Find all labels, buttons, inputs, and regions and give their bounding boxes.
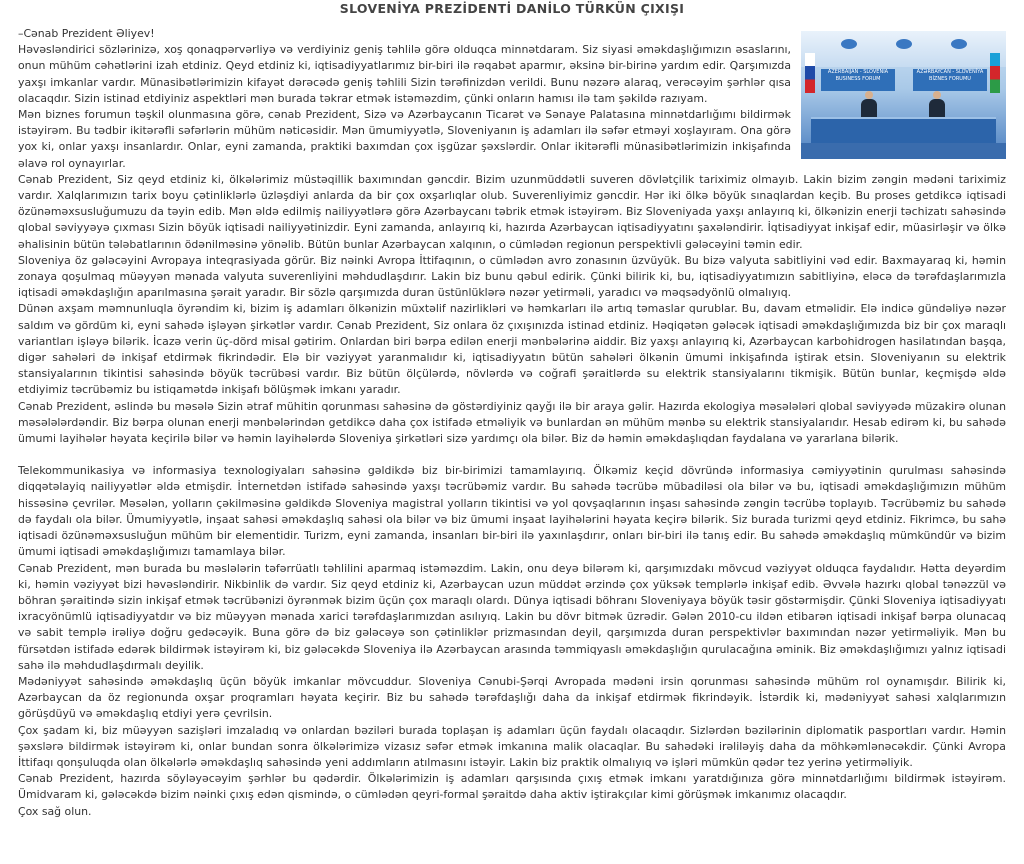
speaker-figure bbox=[929, 99, 945, 119]
paragraph: Dünən axşam məmnunluqla öyrəndim ki, bizim iş adamları ölkənizin müxtəlif nazirlikləri və həmkarları ilə artıq təmaslar qurublar. Bu, davam etməlidir. Elə indicə gündəliyə nəzər saldım və gördüm ki, eyni sahədə işləyən şirkətlər vardır. Cənab Prezident, Siz onlara öz çıxışınızda istinad etdiniz. Həqiqətən gələcək iqtisadi əməkdaşlığımızda biz bir çox maraqlı variantları işləyə bilərik. İcazə verin üç-dörd misal gətirim. Onlardan biri bərpa edilən enerji mənbələrinə aiddir. Biz yaxşı anlayırıq ki, Azərbaycan karbohidrogen hasilatından başqa, digər sahələri də inkişaf etdirmək fikrindədir. Elə bir vəziyyət yaranmalıdır ki, iqtisadiyyatın bütün sahələri ölkənin ümumi inkişafında iştirak etsin. Sloveniyanın su elektrik stansiyalarının tikintisi sahəsində böyük təcrübəsi vardır. Biz bütün ölçülərdə, növlərdə və coğrafi şəraitlərdə su elektrik stansiyalarını tikmişik. Bütün bunlar, keçmişdə əldə etdiyimiz təcrübəmiz bu istiqamətdə inkişafı bölüşmək imkanı yaradır. bbox=[18, 302, 1006, 397]
paragraph: Çox şadam ki, biz müəyyən sazişləri imzaladıq və onlardan bəziləri burada toplaşan iş adamları üçün faydalı olacaqdır. Sizlərdən bəzilərinin diplomatik pasportları vardır. Həmin şəxslərə bildirmək istəyirəm ki, onlar bundan sonra ölkələrimizə vizasız səfər etmək imkanına malik olacaqlar. Bu sahədəki irəliləyiş daha da möhkəmlənəcəkdir. Çünki Avropa İttifaqı qonşuluqda olan ölkələrlə əməkdaşlıq sahəsində yeni addımların atılmasını istəyir. Lakin biz praktik olmalıyıq və işləri mümkün qədər tez yerinə yetirməliyik. bbox=[18, 723, 1006, 769]
paragraph: Mədəniyyət sahəsində əməkdaşlıq üçün böyük imkanlar mövcuddur. Sloveniya Cənubi-Şərqi Avropada mədəni irsin qorunması sahəsində mühüm rol oynamışdır. Bilirik ki, Azərbaycan da öz regionunda oxşar proqramları həyata keçirir. Biz bu sahədə tərəfdaşlığı daha da inkişaf etdirmək fikrindəyik. İstərdik ki, mədəniyyət sahəsi xalqlarımızın görüşdüyü və əməkdaşlıq etdiyi yerə çevrilsin. bbox=[18, 674, 1006, 721]
forum-photo bbox=[801, 31, 1006, 159]
paragraph: Həvəsləndirici sözlərinizə, xoş qonaqpərvərliyə və verdiyiniz geniş təhlilə görə olduqca minnətdaram. Siz siyasi əməkdaşlığımızın əsaslarını, onun mühüm cəhətlərini izah etdiniz. Qeyd etdiniz ki, iqtisadiyyatlarımız bir-biri ilə rəqabət aparmır, əksinə bir-birinə yardım edir. Qarşımızda yaxşı imkanlar vardır. Münasibətlərimizin kifayət dərəcədə geniş təhlili Sizin tərəfinizdən verildi. Bunu nəzərə alaraq, verəcəyim şərhlər qısa olacaqdır. Sizin istinad etdiyiniz aspektləri mən burada təkrar etmək istəməzdim, çünki onların hamısı ilə tam şəkildə razıyam. bbox=[18, 43, 791, 105]
paragraph: Çox sağ olun. bbox=[18, 804, 92, 818]
paragraph: Mən biznes forumun təşkil olunmasına görə, cənab Prezident, Sizə və Azərbaycanın Ticarət və Sənaye Palatasına minnətdarlığımı bildirmək istəyirəm. Bu tədbir ikitərəfli səfərlərin mühüm nəticəsidir. Mən ümumiyyətlə, Sloveniyanın iş adamları ilə səfər etməyi xoşlayıram. Ona görə yox ki, onlar yaxşı insanlardır. Onlar, eyni zamanda, praktiki baxımdan çox işgüzar şəxslərdir. Onlar ikitərəfli münasibətlərimizin inkişafında əlavə rol oynayırlar. bbox=[18, 108, 791, 170]
article-title: SLOVENİYA PREZİDENTİ DANİLO TÜRKÜN ÇIXIŞI bbox=[339, 1, 685, 16]
speaker-figure bbox=[861, 99, 877, 119]
speaker-head bbox=[865, 91, 873, 99]
paragraph: Cənab Prezident, mən burada bu məslələrin təfərrüatlı təhlilini aparmaq istəməzdim. Lakin, onu deyə bilərəm ki, qarşımızdakı mövcud vəziyyət olduqca faydalıdır. Hətta deyərdim ki, həmin vəziyyət bizi həvəsləndirir. Nikbinlik də vardır. Siz qeyd etdiniz ki, Azərbaycan uzun müddət ərzində çox yüksək templərlə inkişaf edib. Əvvələ hazırkı qlobal tənəzzül və böhran şəraitində sizin inkişaf etmək təcrübənizi öyrənmək bizim üçün çox maraqlı olardı. Dünya iqtisadi böhranı Sloveniyaya böyük təsir göstərmişdir. Çünki Sloveniya iqtisadiyyatı ixracyönümlü iqtisadiyyatdır və biz müəyyən mənada xarici tərəfdaşlarımızdan asılıyıq. Lakin bu dövr bitmək üzrədir. Gələn 2010-cu ildən etibarən iqtisadi inkişaf bərpa olunacaq və sabit templə irəliyə doğru gedəcəyik. Buna görə də biz gələcəyə son çətinliklər prizmasından deyil, qarşımızda duran perspektivlər baxımından nəzər yetirməliyik. Mən bu fürsətdən istifadə edərək bildirmək istəyirəm ki, biz gələcəkdə Sloveniya ilə Azərbaycan arasında təmmiqyaslı əməkdaşlığın qurulacağına əminik. Biz əməkdaşlığımızı yalnız iqtisadi sahə ilə məhdudlaşdırmalı deyilik. bbox=[18, 561, 1006, 672]
forum-banner-left: AZERBAIJAN - SLOVENIA BUSINESS FORUM bbox=[821, 69, 895, 91]
speaker-head bbox=[933, 91, 941, 99]
azerbaijan-flag-icon bbox=[990, 53, 1000, 93]
paragraph: Cənab Prezident, Siz qeyd etdiniz ki, ölkələrimiz müstəqillik baxımından gəncdir. Bizim uzunmüddətli suveren dövlətçilik tariximiz olmayıb. Lakin bizim zəngin mədəni tariximiz vardır. Xalqlarımızın tarix boyu çətinliklərlə üzləşdiyi anlarda da bir çox oxşarlıqlar olub. Suverenliyimiz gəncdir. Hər iki ölkə böyük sınaqlardan keçib. Bu proses getdikcə iqtisadi özünəməxsusluğumuzu da təyin edib. Mən əldə edilmiş nailiyyətlərə görə Azərbaycanı təbrik etmək istəyirəm. Biz Sloveniyada yaxşı anlayırıq ki, ölkənizin enerji təchizatı sahəsində qlobal səviyyəyə çıxması Sizin böyük iqtisadi nailiyyətinizdir. Eyni zamanda, anlayırıq ki, hazırda Azərbaycan iqtisadiyyatını şaxələndirir. İqtisadiyyat inkişaf edir, müasirləşir və ölkə əhalisinin bütün tələbatlarının ödənilməsinə yönəlib. Bütün bunlar Azərbaycan xalqının, o cümlədən regionun perspektivli gələcəyini təmin edir. bbox=[18, 172, 1006, 251]
sponsor-logo-icon bbox=[951, 39, 967, 49]
paragraph: –Cənab Prezident Əliyev! bbox=[18, 27, 155, 40]
paragraph: Cənab Prezident, əslində bu məsələ Sizin ətraf mühitin qorunması sahəsinə də göstərdiyiniz qayğı ilə bir araya gəlir. Hazırda ekologiya məsələləri qlobal səviyyədə müzakirə olunan məsələlərdəndir. Biz bərpa olunan enerji mənbələrindən getdikcə daha çox istifadə etməliyik və bunlardan ən mühüm mənbə su elektrik stansiyalarıdır. Hesab edirəm ki, bu sahədə ümumi layihələr həyata keçirilə bilər və həmin layihələrdə Sloveniya şirkətləri sizə yardımçı ola bilər. Biz də həmin əməkdaşlıqdan faydalana və yararlana bilərik. bbox=[18, 399, 1006, 446]
forum-banner-right: AZƏRBAYCAN - SLOVENİYA BİZNES FORUMU bbox=[913, 69, 987, 91]
photo-backdrop bbox=[801, 31, 1006, 67]
slovenia-flag-icon bbox=[805, 53, 815, 93]
presidium-table bbox=[811, 117, 996, 145]
paragraph: Cənab Prezident, hazırda söyləyəcəyim şərhlər bu qədərdir. Ölkələrimizin iş adamları qarşısında çıxış etmək imkanı yaratdığınıza görə minnətdarlığımı bildirmək istəyirəm. Ümidvaram ki, gələcəkdə bizim nəinki çıxış edən qismində, o cümlədən qeyri-formal şəraitdə daha aktiv iştirakçılar kimi görüşmək imkanımız olacaqdır. bbox=[18, 772, 1006, 802]
sponsor-logo-icon bbox=[896, 39, 912, 49]
photo-floor bbox=[801, 143, 1006, 159]
sponsor-logo-icon bbox=[841, 39, 857, 49]
paragraph: Sloveniya öz gələcəyini Avropaya inteqrasiyada görür. Biz nəinki Avropa İttifaqının, o cümlədən avro zonasının üzvüyük. Bu bizə valyuta sabitliyini vəd edir. Baxmayaraq ki, həmin zonaya qoşulmaq müəyyən mənada valyuta suverenliyini məhdudlaşdırır. Lakin biz bunu qəbul edirik. Çünki bilirik ki, bu, iqtisadiyyatımızın sabitliyinə, eləcə də tərəfdaşlarımızla iqtisadi əməkdaşlığın aparılmasına şərait yaradır. Bir sözlə qarşımızda duran üstünlüklərə nəzər yetirməli, yaradıcı və məqsədyönlü olmalıyıq. bbox=[18, 253, 1006, 300]
paragraph: Telekommunikasiya və informasiya texnologiyaları sahəsinə gəldikdə biz bir-birimizi tamamlayırıq. Ölkəmiz keçid dövründə informasiya cəmiyyətinin qurulması sahəsində diqqətəlayiq nailiyyətlər əldə etmişdir. İnternetdən istifadə sahəsində yaxşı təcrübəmiz vardır. Bu sahədə təcrübə mübadiləsi ola bilər və bu, iqtisadi əməkdaşlığımızın mühüm hissəsinə çevrilər. Məsələn, yolların çəkilməsinə gəldikdə Sloveniya magistral yolların tikintisi və yol qovşaqlarının inşası sahəsində zəngin təcrübə toplayıb. Təcrübəmiz bu sahədə də faydalı ola bilər. Ümumiyyətlə, inşaat sahəsi əməkdaşlıq sahəsi ola bilər və biz ümumi inşaat layihələrini həyata keçirə bilərik. Siz burada turizmi qeyd etdiniz. Fikrimcə, bu sahə iqtisadi özünəməxsusluğun mühüm bir elementidir. Turizm, eyni zamanda, insanları bir-biri ilə yaxınlaşdırır, onları bir-biri ilə tanış edir. Bu sahədə əməkdaşlıq mümkündür və bizim ümumi iqtisadi əməkdaşlığımızı tamamlaya bilər. bbox=[18, 464, 1006, 559]
article-body bbox=[18, 26, 1006, 820]
